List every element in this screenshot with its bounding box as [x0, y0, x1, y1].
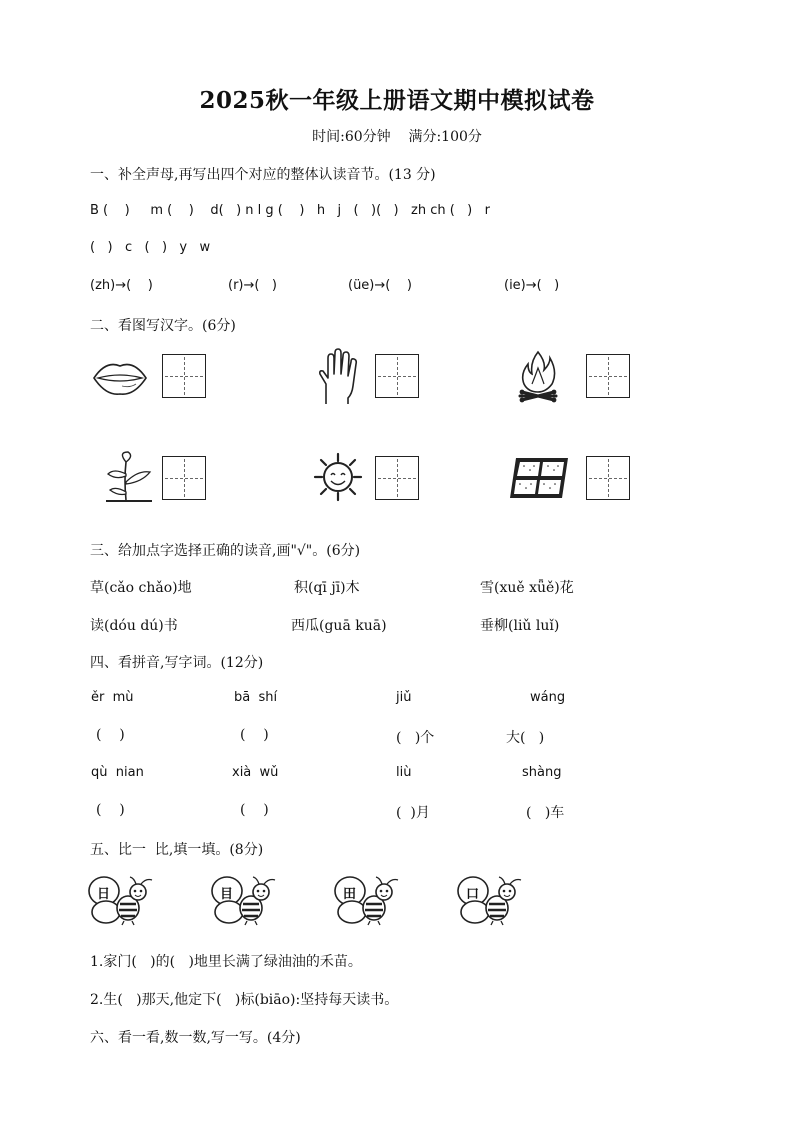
q3-item-5: 西瓜(guā kuā): [291, 618, 387, 634]
hand-icon: [316, 348, 360, 406]
bee-card-4: [457, 874, 527, 926]
q3-item-3: 雪(xuě xǖě)花: [480, 580, 574, 596]
fire-icon: [516, 348, 560, 404]
q5-sentence-1: 1.家门( )的( )地里长满了绿油油的禾苗。: [90, 954, 362, 970]
q4-pinyin-3: jiǔ: [396, 690, 412, 705]
mouth-icon: [92, 358, 148, 398]
bee-card-2: [211, 874, 281, 926]
bee-char-4: 口: [466, 887, 480, 902]
q1-item-ie: (ie)→( ): [504, 278, 560, 293]
q2-heading: 二、看图写汉字。(6分): [90, 318, 236, 334]
writing-box-4[interactable]: [162, 456, 206, 500]
q4-blank-2[interactable]: ( ): [240, 727, 269, 743]
q4-pinyin-8: shàng: [522, 765, 562, 780]
q4-blank-4[interactable]: 大( ): [506, 730, 545, 746]
bee-card-1: [88, 874, 158, 926]
writing-box-2[interactable]: [375, 354, 419, 398]
q1-heading: 一、补全声母,再写出四个对应的整体认读音节。(13 分): [90, 167, 436, 183]
q5-sentence-2: 2.生( )那天,他定下( )标(biāo):坚持每天读书。: [90, 992, 399, 1008]
writing-box-1[interactable]: [162, 354, 206, 398]
q3-item-1: 草(cǎo chǎo)地: [90, 580, 192, 596]
bee-char-3: 田: [343, 887, 357, 902]
q4-blank-6[interactable]: ( ): [240, 802, 269, 818]
field-icon: [508, 456, 570, 500]
q3-heading: 三、给加点字选择正确的读音,画"√"。(6分): [90, 543, 361, 559]
q4-pinyin-7: liù: [396, 765, 412, 780]
q3-item-4: 读(dóu dú)书: [90, 618, 178, 634]
q4-pinyin-4: wáng: [530, 690, 566, 705]
q4-heading: 四、看拼音,写字词。(12分): [90, 655, 264, 671]
q4-pinyin-5: qù nian: [91, 765, 144, 780]
q4-pinyin-6: xià wǔ: [232, 765, 279, 780]
q3-item-2: 积(qī jī)木: [294, 580, 360, 596]
q4-blank-8[interactable]: ( )车: [526, 805, 565, 821]
writing-box-5[interactable]: [375, 456, 419, 500]
q4-pinyin-2: bā shí: [234, 690, 278, 705]
q4-blank-3[interactable]: ( )个: [396, 730, 435, 746]
exam-info: 时间:60分钟 满分:100分: [312, 129, 482, 145]
bee-char-2: 目: [220, 887, 234, 902]
q1-item-zh: (zh)→( ): [90, 278, 153, 293]
q1-row2: ( ) c ( ) y w: [90, 240, 211, 255]
q5-heading: 五、比一 比,填一填。(8分): [90, 842, 264, 858]
q1-item-ue: (üe)→( ): [348, 278, 412, 293]
q4-blank-7[interactable]: ( )月: [396, 805, 430, 821]
page-title: 2025秋一年级上册语文期中模拟试卷: [199, 87, 595, 114]
q6-heading: 六、看一看,数一数,写一写。(4分): [90, 1030, 301, 1046]
q4-pinyin-1: ěr mù: [91, 690, 134, 705]
bee-card-3: [334, 874, 404, 926]
sun-icon: [313, 452, 363, 502]
q4-blank-5[interactable]: ( ): [96, 802, 125, 818]
bee-char-1: 日: [97, 887, 111, 902]
writing-box-3[interactable]: [586, 354, 630, 398]
sprout-icon: [104, 450, 154, 504]
q1-row1: B ( ) m ( ) d( ) n l g ( ) h j ( )( ) zh ch ( ) r: [90, 203, 490, 218]
q1-item-r: (r)→( ): [228, 278, 277, 293]
q4-blank-1[interactable]: ( ): [96, 727, 125, 743]
q3-item-6: 垂柳(liǔ luǐ): [480, 618, 560, 634]
writing-box-6[interactable]: [586, 456, 630, 500]
